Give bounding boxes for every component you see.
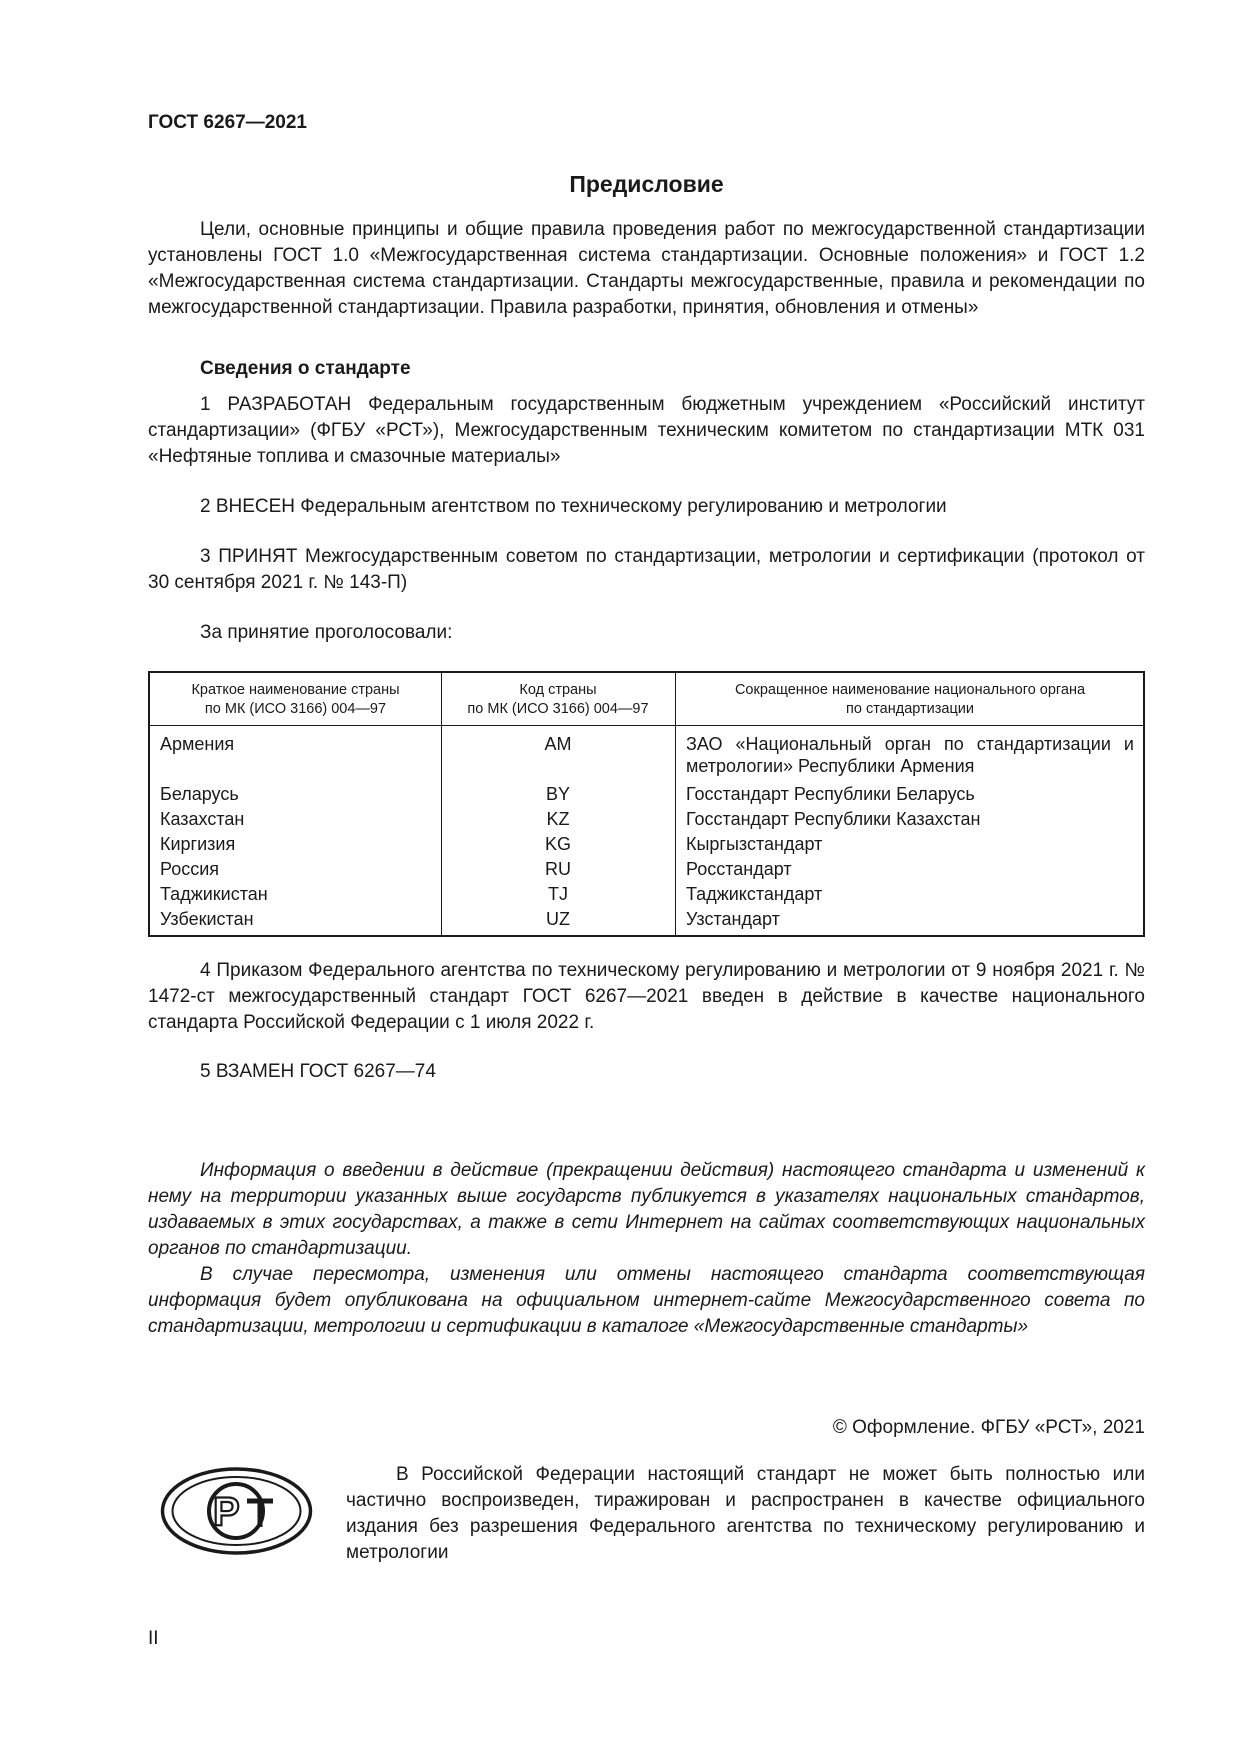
item-enacted: 4 Приказом Федерального агентства по техническому регулированию и метрологии от 9 ноября 2021 г. № 1472-ст межгосударственный стандарт ГОСТ 6267—2021 введен в действие в качестве национального стандарта Российской Федерации с 1 июля 2022 г. xyxy=(148,960,1145,1033)
cell-country: Беларусь xyxy=(160,784,239,804)
intro-paragraph: Цели, основные принципы и общие правила проведения работ по межгосударственной стандартизации установлены ГОСТ 1.0 «Межгосударственная система стандартизации. Основные положения» и ГОСТ 1.2 «Межгосударственная система стандартизации. Стандарты межгосударственные, правила и рекомендации по межгосударственной стандартизации. Правила разработки, принятия, обновления и отмены» xyxy=(148,219,1145,318)
cell-code: KZ xyxy=(546,809,570,829)
item-submitted: 2 ВНЕСЕН Федеральным агентством по техническому регулированию и метрологии xyxy=(200,496,947,517)
rights-notice: В Российской Федерации настоящий стандарт не может быть полностью или частично воспроизведен, тиражирован и распространен в качестве официального издания без разрешения Федерального агентства по техническому регулированию и метрологии xyxy=(346,1464,1145,1563)
header-country-line2: по МК (ИСО 3166) 004—97 xyxy=(204,701,387,717)
voted-label: За принятие проголосовали: xyxy=(200,622,453,643)
header-code-line1: Код страны xyxy=(519,682,597,698)
item-replaces: 5 ВЗАМЕН ГОСТ 6267—74 xyxy=(200,1061,436,1082)
cell-code: AM xyxy=(544,734,572,754)
cell-country: Узбекистан xyxy=(160,909,254,929)
page-title: Предисловие xyxy=(569,171,724,197)
cell-body: Узстандарт xyxy=(686,909,780,929)
document-code: ГОСТ 6267—2021 xyxy=(148,112,307,133)
member-states-table xyxy=(148,671,1145,937)
cell-country: Армения xyxy=(160,734,235,754)
cell-code: RU xyxy=(545,859,571,879)
cell-code: BY xyxy=(545,784,570,804)
copyright-notice: © Оформление. ФГБУ «РСТ», 2021 xyxy=(832,1417,1145,1438)
note-publication: Информация о введении в действие (прекращении действия) настоящего стандарта и изменений к нему на территории указанных выше государств публикуется в указателях национальных стандартов, издаваемых в этих государствах, а также в сети Интернет на сайтах соответствующих национальных органов по стандартизации. xyxy=(148,1160,1145,1259)
header-body-line2: по стандартизации xyxy=(846,701,974,717)
item-developed: 1 РАЗРАБОТАН Федеральным государственным бюджетным учреждением «Российский институт стандартизации» (ФГБУ «РСТ»), Межгосударственным техническим комитетом по стандартизации МТК 031 «Нефтяные топлива и смазочные материалы» xyxy=(148,394,1145,467)
cell-code: KG xyxy=(544,834,571,854)
header-country xyxy=(150,681,441,719)
cell-country: Таджикистан xyxy=(160,884,268,904)
header-body-line1: Сокращенное наименование национального органа xyxy=(734,682,1086,698)
cell-code: TJ xyxy=(548,884,568,904)
cell-body: Госстандарт Республики Беларусь xyxy=(686,784,975,804)
note-revision: В случае пересмотра, изменения или отмены настоящего стандарта соответствующая информация будет опубликована на официальном интернет-сайте Межгосударственного совета по стандартизации, метрологии и сертификации в каталоге «Межгосударственные стандарты» xyxy=(148,1264,1145,1337)
header-body xyxy=(675,681,1145,719)
rst-logo-icon xyxy=(159,1465,314,1557)
cell-body: ЗАО «Национальный орган по стандартизации и метрологии» Республики Армения xyxy=(686,734,1134,776)
cell-body: Кыргызстандарт xyxy=(686,834,823,854)
cell-body: Таджикстандарт xyxy=(686,884,823,904)
cell-country: Казахстан xyxy=(160,809,245,829)
cell-country: Россия xyxy=(160,859,220,879)
header-code xyxy=(441,681,675,719)
info-heading: Сведения о стандарте xyxy=(200,358,411,379)
item-adopted: 3 ПРИНЯТ Межгосударственным советом по стандартизации, метрологии и сертификации (протокол от 30 сентября 2021 г. № 143-П) xyxy=(148,546,1145,593)
svg-text:Р: Р xyxy=(213,1490,240,1534)
header-divider xyxy=(150,725,1143,726)
page-number: II xyxy=(148,1628,159,1649)
cell-code: UZ xyxy=(546,909,570,929)
cell-country: Киргизия xyxy=(160,834,236,854)
cell-body: Госстандарт Республики Казахстан xyxy=(686,809,981,829)
header-code-line2: по МК (ИСО 3166) 004—97 xyxy=(467,701,649,717)
cell-body: Росстандарт xyxy=(686,859,792,879)
header-country-line1: Краткое наименование страны xyxy=(191,682,400,698)
